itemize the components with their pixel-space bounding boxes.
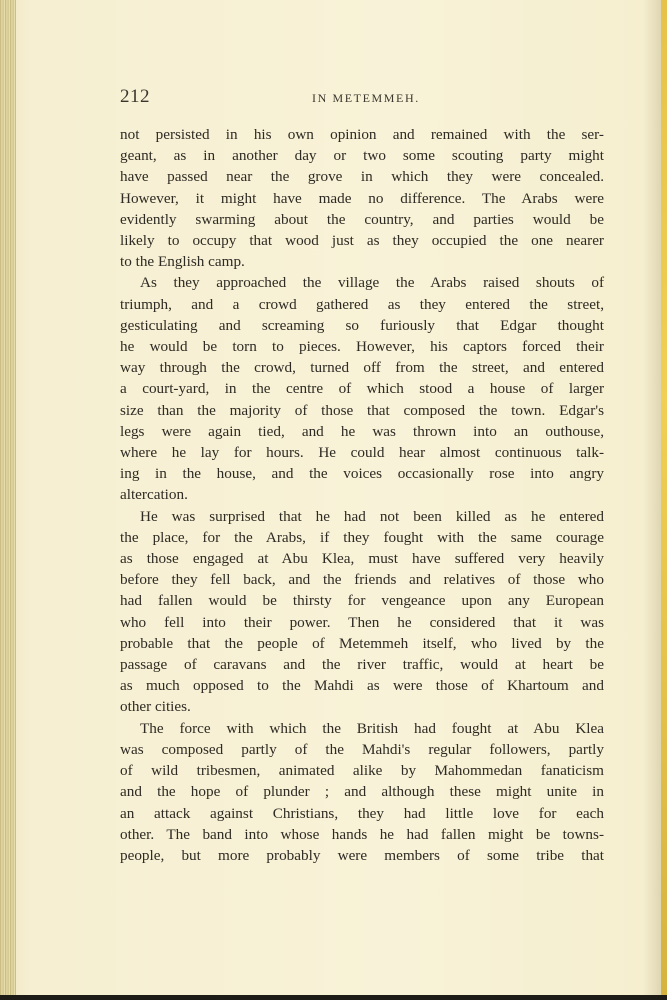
text-line: a court-yard, in the centre of which stood a house of larger [120,380,604,398]
text-line: of wild tribesmen, animated alike by Mahommedan fanaticism [120,762,604,780]
text-line: other cities. [120,698,191,716]
text-line: had fallen would be thirsty for vengeance upon any European [120,592,604,610]
running-head: IN METEMMEH. [312,91,420,105]
text-line: and the hope of plunder ; and although these might unite in [120,783,604,801]
text-line: likely to occupy that wood just as they occupied the one nearer [120,232,604,250]
text-line: he would be torn to pieces. However, his captors forced their [120,338,604,356]
text-line: who fell into their power. Then he considered that it was [120,613,604,631]
text-line: triumph, and a crowd gathered as they entered the street, [120,295,604,313]
text-line: size than the majority of those that composed the town. Edgar's [120,401,604,419]
text-line: probable that the people of Metemmeh itself, who lived by the [120,634,604,652]
text-line: altercation. [120,486,188,504]
text-line: geant, as in another day or two some scouting party might [120,147,604,165]
body-text [120,124,604,866]
text-line: way through the crowd, turned off from the street, and entered [120,359,604,377]
text-line: legs were again tied, and he was thrown into an outhouse, [120,422,604,440]
text-line: As they approached the village the Arabs raised shouts of [140,274,604,292]
text-line: have passed near the grove in which they were concealed. [120,168,604,186]
text-line: not persisted in his own opinion and remained with the ser- [120,126,604,143]
text-line: as much opposed to the Mahdi as were those of Khartoum and [120,677,604,695]
text-line: The force with which the British had fought at Abu Klea [140,719,604,737]
text-line: the place, for the Arabs, if they fought with the same courage [120,528,604,546]
book-binding-gutter [0,0,16,1000]
text-line: other. The band into whose hands he had fallen might be towns- [120,825,604,843]
page-bottom-edge [0,995,667,1000]
page-header [120,86,604,112]
text-line: However, it might have made no difference. The Arabs were [120,189,604,207]
text-line: passage of caravans and the river traffic, would at heart be [120,656,604,674]
text-line: gesticulating and screaming so furiously that Edgar thought [120,316,604,334]
page-right-edge [661,0,667,1000]
text-line: where he lay for hours. He could hear almost continuous talk- [120,444,604,462]
text-line: evidently swarming about the country, and parties would be [120,210,604,228]
text-line: before they fell back, and the friends and relatives of those who [120,571,604,589]
text-line: to the English camp. [120,253,245,271]
text-line: ing in the house, and the voices occasionally rose into angry [120,465,604,483]
text-line: was composed partly of the Mahdi's regular followers, partly [120,740,604,758]
text-line: an attack against Christians, they had little love for each [120,804,604,822]
page-number: 212 [120,86,150,107]
text-line: people, but more probably were members of some tribe that [120,846,604,864]
page-edge-shadow [643,0,661,1000]
text-line: He was surprised that he had not been killed as he entered [140,507,604,525]
text-line: as those engaged at Abu Klea, must have suffered very heavily [120,550,604,568]
